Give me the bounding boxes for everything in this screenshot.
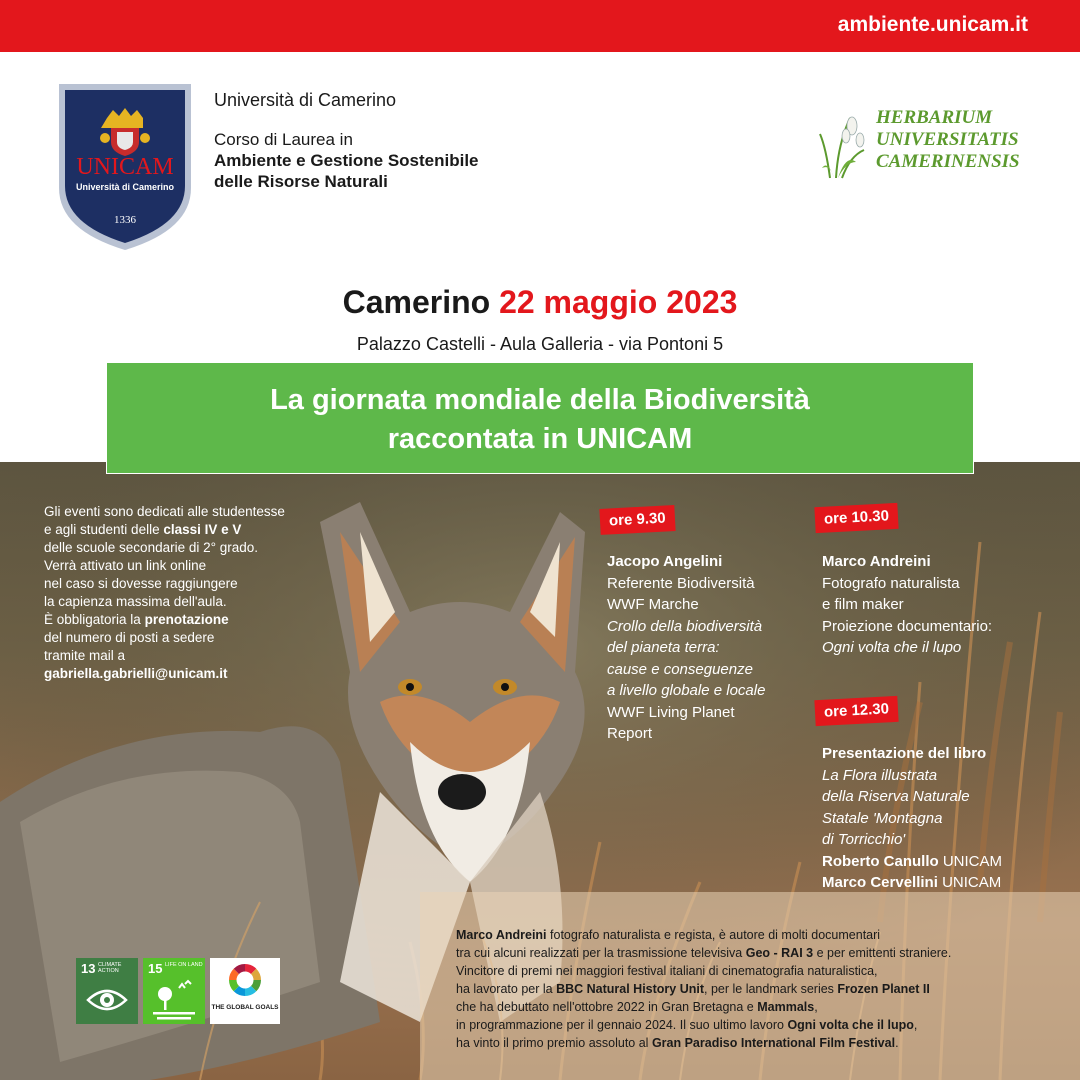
intro-line: e agli studenti delle xyxy=(44,522,160,537)
herbarium-line2: UNIVERSITATIS xyxy=(876,129,1019,150)
book-title: La Flora illustrata xyxy=(822,766,938,784)
time-badge-2: ore 10.30 xyxy=(814,503,898,533)
speaker-role: Fotografo naturalista xyxy=(822,574,960,592)
snowdrop-icon xyxy=(816,104,872,180)
sdg-wheel-icon xyxy=(210,958,280,1004)
sdg-label: LIFE ON LAND xyxy=(165,962,203,968)
intro-text xyxy=(44,503,285,683)
contact-email[interactable]: gabriella.gabrielli@unicam.it xyxy=(44,666,228,681)
time-badge-3: ore 12.30 xyxy=(814,696,898,726)
speaker-role: WWF Marche xyxy=(607,596,699,613)
degree-name-line2: delle Risorse Naturali xyxy=(214,172,388,191)
bio-series: Frozen Planet II xyxy=(837,982,930,996)
bio-line: Vincitore di premi nei maggiori festival italiani di cinematografia naturalistica, xyxy=(456,964,878,978)
university-info xyxy=(214,90,479,192)
bio-line: che ha debuttato nell'ottobre 2022 in Gran Bretagna e xyxy=(456,1000,754,1014)
book-title: della Riserva Naturale xyxy=(822,788,970,805)
logo-name: UNICAM xyxy=(76,154,174,180)
speaker-role: Referente Biodiversità xyxy=(607,574,755,592)
event-city: Camerino xyxy=(342,284,491,320)
degree-name-line1: Ambiente e Gestione Sostenibile xyxy=(214,151,479,170)
global-goals-label: THE GLOBAL GOALS xyxy=(211,1004,279,1011)
herbarium-logo xyxy=(816,104,1036,184)
intro-line: tramite mail a xyxy=(44,648,126,663)
intro-classes: classi IV e V xyxy=(163,522,242,537)
author-name: Marco Cervellini xyxy=(822,874,938,891)
event-headline xyxy=(0,284,1080,321)
event-title-banner xyxy=(106,362,974,474)
bio-broadcaster: Geo - RAI 3 xyxy=(745,946,814,960)
bio-line: fotografo naturalista e regista, è autore di molti documentari xyxy=(550,928,881,942)
sdg-number: 15 xyxy=(148,961,163,976)
website-link[interactable]: ambiente.unicam.it xyxy=(837,13,1028,36)
author-name: Roberto Canullo xyxy=(822,852,939,870)
event-title-line2: raccontata in UNICAM xyxy=(387,423,693,455)
herbarium-line3: CAMERINENSIS xyxy=(876,151,1020,172)
herbarium-line1: HERBARIUM xyxy=(876,107,993,128)
time-badge-1: ore 9.30 xyxy=(599,505,675,535)
event-date: 22 maggio 2023 xyxy=(499,284,738,320)
intro-booking: prenotazione xyxy=(144,612,229,627)
bio-name: Marco Andreini xyxy=(456,928,547,942)
talk-heading: Presentazione del libro xyxy=(822,745,987,762)
talk-topic: Ogni volta che il lupo xyxy=(822,639,962,656)
bio-documentary: Ogni volta che il lupo xyxy=(787,1018,914,1032)
sdg-label: CLIMATE ACTION xyxy=(98,962,122,974)
intro-line: la capienza massima dell'aula. xyxy=(44,594,227,609)
talk-extra: WWF Living Planet xyxy=(607,703,735,721)
talk-extra: Report xyxy=(607,725,653,742)
book-title: Statale 'Montagna xyxy=(822,809,943,827)
intro-line: del numero di posti a sedere xyxy=(44,630,215,645)
speaker-name: Marco Andreini xyxy=(822,553,931,570)
tree-icon xyxy=(143,958,205,1024)
talk-1 xyxy=(607,551,765,745)
intro-line: nel caso si dovesse raggiungere xyxy=(44,576,238,591)
author-affiliation: UNICAM xyxy=(942,874,1002,891)
book-title: di Torricchio' xyxy=(822,831,906,848)
eye-globe-icon xyxy=(76,958,138,1024)
talk-2 xyxy=(822,551,992,659)
author-affiliation: UNICAM xyxy=(942,852,1003,870)
bio-bbc: BBC Natural History Unit xyxy=(556,982,705,996)
intro-line: delle scuole secondarie di 2° grado. xyxy=(44,540,259,555)
talk-topic: a livello globale e locale xyxy=(607,682,766,699)
sdg-number: 13 xyxy=(81,961,96,976)
speaker-role: e film maker xyxy=(822,596,904,613)
event-venue: Palazzo Castelli - Aula Galleria - via Pontoni 5 xyxy=(356,334,724,354)
sdg-13-badge xyxy=(76,958,138,1024)
talk-topic: cause e conseguenze xyxy=(607,660,753,678)
bio-line: tra cui alcuni realizzati per la trasmissione televisiva xyxy=(456,946,743,960)
intro-line: Gli eventi sono dedicati alle studentesse xyxy=(44,504,285,519)
bio-line: e per emittenti straniere. xyxy=(816,946,952,960)
bio-line: , per le landmark series xyxy=(704,982,834,996)
unicam-logo xyxy=(55,80,195,252)
bio-line: in programmazione per il gennaio 2024. Il suo ultimo lavoro xyxy=(456,1018,784,1032)
filmmaker-bio: Marco Andreini fotografo naturalista e regista, è autore di molti documentari tra cui alcuni realizzati per la trasmissione televisiva Geo - RAI 3 e per emittenti straniere. Vincitore di premi nei maggiori festival italiani di cinematografia naturalistica, ha lavorato per la BBC Natural History Unit, per le landmark series Frozen Planet II che ha debuttato nell'ottobre 2022 in Gran Bretagna e Mammals, in programmazione per il gennaio 2024. Il suo ultimo lavoro Ogni volta che il lupo, ha vinto il primo premio assoluto al Gran Paradiso International Film Festival. xyxy=(456,928,952,1050)
event-title-line1: La giornata mondiale della Biodiversità xyxy=(270,384,810,416)
bio-festival: Gran Paradiso International Film Festival xyxy=(651,1036,896,1050)
top-bar xyxy=(0,0,1080,52)
intro-line: È obbligatoria la xyxy=(44,612,141,627)
bio-line: ha lavorato per la xyxy=(456,982,553,996)
university-name: Università di Camerino xyxy=(214,90,397,110)
speaker-role: Proiezione documentario: xyxy=(822,617,993,635)
logo-year: 1336 xyxy=(114,214,136,226)
logo-subtitle: Università di Camerino xyxy=(75,182,175,192)
bio-series-2: Mammals xyxy=(757,1000,815,1014)
sdg-15-badge xyxy=(143,958,205,1024)
intro-line: Verrà attivato un link online xyxy=(44,558,207,573)
bio-line: ha vinto il primo premio assoluto al xyxy=(456,1036,649,1050)
talk-topic: Crollo della biodiversità xyxy=(607,617,763,635)
talk-topic: del pianeta terra: xyxy=(607,639,720,656)
talk-3 xyxy=(822,743,1002,894)
speaker-name: Jacopo Angelini xyxy=(607,553,723,570)
course-label: Corso di Laurea in xyxy=(214,130,353,149)
global-goals-badge xyxy=(210,958,280,1024)
